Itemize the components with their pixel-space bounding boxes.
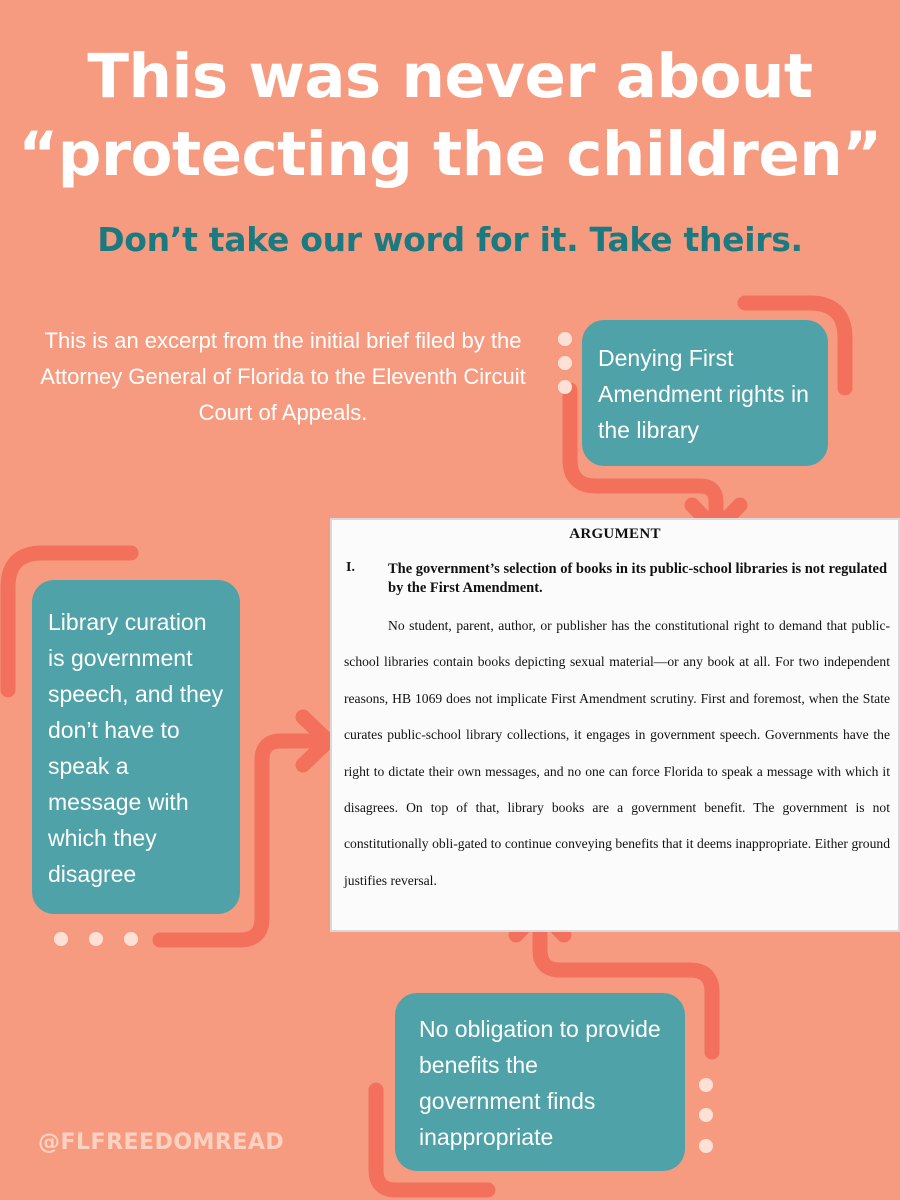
brief-excerpt <box>330 518 900 932</box>
brief-body-text: No student, parent, author, or publisher has the constitutional right to demand that public-school libraries contain books depicting sexual material—or any book at all. For two independent reasons, HB 1069 does not implicate First Amendment scrutiny. First and foremost, when the State curates public-school library collections, it engages in government speech. Governments have the right to dictate their own messages, and no one can force Florida to speak a message with which it disagrees. On top of that, library books are a government benefit. The government is not constitutionally obli-gated to continue conveying benefits that it deems inappropriate. Either ground justifies reversal. <box>344 618 890 888</box>
callout-first-amendment: Denying First Amendment rights in the library <box>582 320 828 466</box>
dot <box>558 356 572 370</box>
dot <box>89 932 103 946</box>
title-line-2: “protecting the children” <box>18 119 882 190</box>
callout-government-speech: Library curation is government speech, and they don’t have to speak a message with which they disagree <box>32 580 240 914</box>
dot <box>558 380 572 394</box>
brief-section-heading: The government’s selection of books in its public-school libraries is not regulated by the First Amendment. <box>388 561 888 596</box>
page-subtitle: Don’t take our word for it. Take theirs. <box>97 220 803 259</box>
social-handle: @FLFREEDOMREAD <box>38 1130 285 1155</box>
brief-heading: ARGUMENT <box>569 526 661 542</box>
brief-section-number: I. <box>346 560 355 575</box>
dot <box>699 1078 713 1092</box>
dot <box>124 932 138 946</box>
dot <box>699 1108 713 1122</box>
title-line-1: This was never about <box>87 41 813 112</box>
dot <box>699 1139 713 1153</box>
dot <box>54 932 68 946</box>
callout-benefits: No obligation to provide benefits the government finds inappropriate <box>395 993 685 1171</box>
intro-text: This is an excerpt from the initial brief filed by the Attorney General of Florida to the Eleventh Circuit Court of Appeals. <box>40 328 526 425</box>
dot <box>558 332 572 346</box>
